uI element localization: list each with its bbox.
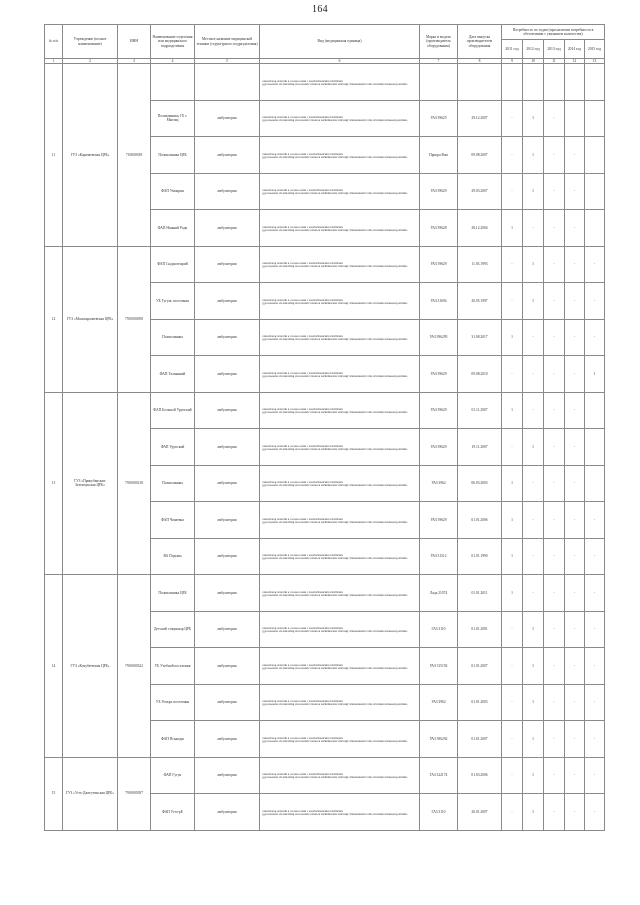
year-need-2: 1 [523, 283, 544, 320]
issue-date: 28.12.2004 [458, 210, 502, 247]
year-need-4: - [565, 392, 585, 429]
equipment-purpose: Обеспечение организаций населенных пунктов медицинских изделий, применяемых при оказании первичной медико-санитарной помощи в соответствии с утвержденными порядками [260, 137, 420, 174]
year-need-1: - [502, 648, 523, 685]
table-row [45, 757, 605, 794]
equipment-purpose: Обеспечение организаций населенных пунктов медицинских изделий, применяемых при оказании первичной медико-санитарной помощи в соответствии с утвержденными порядками [260, 611, 420, 648]
device-type: амбулатория [195, 611, 260, 648]
page-number: 164 [312, 4, 328, 15]
year-need-3: - [544, 684, 565, 721]
unit-name: ФАП Урупский [151, 429, 195, 466]
year-need-4: - [565, 757, 585, 794]
unit-name: ФАП Гугуи [151, 757, 195, 794]
column-number: 13 [585, 59, 605, 64]
year-need-3: - [544, 100, 565, 137]
year-need-2: 1 [523, 246, 544, 283]
vehicle-model: Приора Вам [420, 137, 458, 174]
table-row [45, 392, 605, 429]
group-number: 15 [45, 757, 63, 830]
header-model: Марка и модель (производитель оборудования) [420, 25, 458, 59]
institution-inn: 7910000322 [118, 575, 151, 758]
issue-date: 01.01.2011 [458, 575, 502, 612]
year-need-1: - [502, 283, 523, 320]
vehicle-model: УАЗ 31512 [420, 538, 458, 575]
device-type: амбулатория [195, 429, 260, 466]
unit-name: УБ Уочкрь поселения [151, 684, 195, 721]
year-need-5: - [585, 794, 605, 831]
column-number: 3 [118, 59, 151, 64]
table-row [45, 246, 605, 283]
equipment-purpose: Обеспечение организаций населенных пунктов медицинских изделий, применяемых при оказании первичной медико-санитарной помощи в соответствии с утвержденными порядками [260, 392, 420, 429]
institution-name: ГУЗ «Прикубанская-Зеленчукская ЦРБ» [63, 392, 118, 575]
header-year: 2014 год [565, 40, 585, 59]
column-number: 2 [63, 59, 118, 64]
issue-date: 01.01.2001 [458, 611, 502, 648]
year-need-5: 1 [585, 356, 605, 393]
vehicle-model: УАЗ 39629 [420, 246, 458, 283]
device-type: амбулатория [195, 246, 260, 283]
year-need-1: 1 [502, 319, 523, 356]
unit-name: Поликлиника [151, 319, 195, 356]
year-need-4 [565, 64, 585, 101]
issue-date: 06.03.2003 [458, 465, 502, 502]
equipment-purpose: Обеспечение организаций населенных пунктов медицинских изделий, применяемых при оказании первичной медико-санитарной помощи в соответствии с утвержденными порядками [260, 648, 420, 685]
column-number: 4 [151, 59, 195, 64]
year-need-3: - [544, 538, 565, 575]
equipment-purpose: Обеспечение организаций населенных пунктов медицинских изделий, применяемых при оказании первичной медико-санитарной помощи в соответствии с утвержденными порядками [260, 721, 420, 758]
year-need-3: - [544, 794, 565, 831]
year-need-1: 1 [502, 538, 523, 575]
column-number: 1 [45, 59, 63, 64]
device-type: амбулатория [195, 721, 260, 758]
device-type: амбулатория [195, 757, 260, 794]
issue-date: 20.05.1997 [458, 283, 502, 320]
vehicle-model: УАЗ 315192 [420, 648, 458, 685]
vehicle-model: УАЗ 396295 [420, 319, 458, 356]
equipment-purpose: Обеспечение организаций населенных пунктов медицинских изделий, применяемых при оказании первичной медико-санитарной помощи в соответствии с утвержденными порядками [260, 575, 420, 612]
device-type: амбулатория [195, 465, 260, 502]
device-type: амбулатория [195, 648, 260, 685]
header-inn: ИНН [118, 25, 151, 59]
year-need-4: - [565, 246, 585, 283]
year-need-1: 1 [502, 392, 523, 429]
equipment-purpose: Обеспечение организаций населенных пунктов медицинских изделий, применяемых при оказании первичной медико-санитарной помощи в соответствии с утвержденными порядками [260, 757, 420, 794]
column-number: 6 [260, 59, 420, 64]
unit-name: ФАП Псыкоды [151, 721, 195, 758]
year-need-1: 1 [502, 465, 523, 502]
year-need-4: - [565, 684, 585, 721]
device-type: амбулатория [195, 356, 260, 393]
year-need-3 [544, 64, 565, 101]
year-need-2: - [523, 210, 544, 247]
year-need-3: - [544, 757, 565, 794]
year-need-5: - [585, 757, 605, 794]
year-need-3: - [544, 429, 565, 466]
table-body [45, 64, 605, 831]
device-type: амбулатория [195, 392, 260, 429]
year-need-1: - [502, 137, 523, 174]
group-number: 12 [45, 246, 63, 392]
equipment-table [44, 24, 605, 831]
device-type: амбулатория [195, 538, 260, 575]
year-need-1: - [502, 757, 523, 794]
year-need-5: - [585, 502, 605, 539]
issue-date: 01.01.2006 [458, 502, 502, 539]
year-need-2: 1 [523, 429, 544, 466]
year-need-2: 1 [523, 173, 544, 210]
year-need-2: - [523, 319, 544, 356]
equipment-purpose: Обеспечение организаций населенных пунктов медицинских изделий, применяемых при оказании первичной медико-санитарной помощи в соответствии с утвержденными порядками [260, 319, 420, 356]
group-number: 14 [45, 575, 63, 758]
year-need-2: 1 [523, 611, 544, 648]
vehicle-model: ГАЗ 3110 [420, 611, 458, 648]
year-need-2: 1 [523, 100, 544, 137]
column-number: 12 [565, 59, 585, 64]
year-need-1: - [502, 246, 523, 283]
unit-name: ФАП Сыдыгатырий [151, 246, 195, 283]
year-need-2 [523, 64, 544, 101]
equipment-purpose: Обеспечение организаций населенных пунктов медицинских изделий, применяемых при оказании первичной медико-санитарной помощи в соответствии с утвержденными порядками [260, 538, 420, 575]
group-number: 13 [45, 392, 63, 575]
equipment-purpose: Обеспечение организаций населенных пунктов медицинских изделий, применяемых при оказании первичной медико-санитарной помощи в соответствии с утвержденными порядками [260, 173, 420, 210]
unit-name: ФАП Тальянный [151, 356, 195, 393]
year-need-3: - [544, 392, 565, 429]
issue-date: 09.08.2010 [458, 356, 502, 393]
vehicle-model: УАЗ 31694 [420, 283, 458, 320]
column-number: 8 [458, 59, 502, 64]
year-need-1: 1 [502, 502, 523, 539]
vehicle-model: УАЗ 39629 [420, 173, 458, 210]
year-need-3: - [544, 356, 565, 393]
device-type: амбулатория [195, 319, 260, 356]
year-need-3: - [544, 137, 565, 174]
year-need-5: - [585, 611, 605, 648]
institution-inn: 7910000058 [118, 246, 151, 392]
header-year: 2015 год [585, 40, 605, 59]
issue-date: 01.01.2003 [458, 684, 502, 721]
column-number: 9 [502, 59, 523, 64]
equipment-purpose: Обеспечение организаций населенных пунктов медицинских изделий, применяемых при оказании первичной медико-санитарной помощи в соответствии с утвержденными порядками [260, 429, 420, 466]
header-date: Дата выпуска производителем оборудования [458, 25, 502, 59]
table-row [45, 575, 605, 612]
year-need-1: - [502, 611, 523, 648]
year-need-5: - [585, 319, 605, 356]
equipment-purpose: Обеспечение организаций населенных пунктов медицинских изделий, применяемых при оказании первичной медико-санитарной помощи в соответствии с утвержденными порядками [260, 64, 420, 101]
year-need-5 [585, 429, 605, 466]
year-need-2: 1 [523, 721, 544, 758]
device-type: амбулатория [195, 502, 260, 539]
year-need-4: - [565, 429, 585, 466]
vehicle-model: ГАЗ 322174 [420, 757, 458, 794]
year-need-5: - [585, 246, 605, 283]
unit-name: Детский стационар ЦРБ [151, 611, 195, 648]
issue-date: 01.01.2007 [458, 721, 502, 758]
header-purpose: Вид (медицинская единица) [260, 25, 420, 59]
year-need-4: - [565, 356, 585, 393]
year-need-2: - [523, 392, 544, 429]
unit-name: ФАП Чапаевка [151, 502, 195, 539]
issue-date: 01.01.1990 [458, 538, 502, 575]
issue-date: 29.12.2007 [458, 100, 502, 137]
year-need-3: - [544, 246, 565, 283]
unit-name: ФАП Уста-рЕ [151, 794, 195, 831]
year-need-1: 1 [502, 575, 523, 612]
year-need-5 [585, 392, 605, 429]
issue-date: 09.08.2007 [458, 137, 502, 174]
year-need-4: - [565, 538, 585, 575]
year-need-5: - [585, 575, 605, 612]
header-num: № п/п [45, 25, 63, 59]
issue-date: 29.03.2007 [458, 173, 502, 210]
year-need-1: - [502, 684, 523, 721]
year-need-2: 1 [523, 137, 544, 174]
device-type: амбулатория [195, 210, 260, 247]
vehicle-model: УАЗ 39628 [420, 210, 458, 247]
equipment-purpose: Обеспечение организаций населенных пунктов медицинских изделий, применяемых при оказании первичной медико-санитарной помощи в соответствии с утвержденными порядками [260, 100, 420, 137]
year-need-5: - [585, 648, 605, 685]
year-need-3: - [544, 465, 565, 502]
vehicle-model: УАЗ 3962 [420, 684, 458, 721]
institution-name: ГУЗ «Кочубеевская ЦРБ» [63, 575, 118, 758]
year-need-5: - [585, 721, 605, 758]
device-type: амбулатория [195, 684, 260, 721]
column-number: 10 [523, 59, 544, 64]
institution-inn: 7910000218 [118, 392, 151, 575]
vehicle-model: УАЗ 39629 [420, 502, 458, 539]
unit-name: ВА Подьмы [151, 538, 195, 575]
institution-name: ГУЗ «Карачаевская ЦРБ» [63, 64, 118, 247]
institution-inn: 7910000397 [118, 757, 151, 830]
unit-name [151, 64, 195, 101]
unit-name: Поликлиника, ГБ г. Мытищ [151, 100, 195, 137]
unit-name: Поликлиника ЦРБ [151, 137, 195, 174]
year-need-5 [585, 210, 605, 247]
year-need-4: - [565, 465, 585, 502]
year-need-3: - [544, 648, 565, 685]
year-need-4: - [565, 210, 585, 247]
group-number: 11 [45, 64, 63, 247]
year-need-3: - [544, 210, 565, 247]
issue-date: 01.03.2006 [458, 757, 502, 794]
year-need-2: - [523, 502, 544, 539]
year-need-2: 1 [523, 684, 544, 721]
year-need-3: - [544, 283, 565, 320]
year-need-3: - [544, 611, 565, 648]
year-need-4 [565, 100, 585, 137]
header-institution: Учреждение (полное наименование) [63, 25, 118, 59]
vehicle-model: ГАЗ 3110 [420, 794, 458, 831]
equipment-purpose: Обеспечение организаций населенных пунктов медицинских изделий, применяемых при оказании первичной медико-санитарной помощи в соответствии с утвержденными порядками [260, 684, 420, 721]
year-need-4: - [565, 137, 585, 174]
year-need-5 [585, 465, 605, 502]
year-need-1: 1 [502, 210, 523, 247]
year-need-4: - [565, 721, 585, 758]
year-need-3: - [544, 319, 565, 356]
issue-date: 31.08.2017 [458, 319, 502, 356]
vehicle-model [420, 64, 458, 101]
institution-name: ГУЗ «Малокарачаевская ЦРБ» [63, 246, 118, 392]
device-type: амбулатория [195, 794, 260, 831]
unit-name: Поликлиника ЦРБ [151, 575, 195, 612]
issue-date: 20.01.2007 [458, 794, 502, 831]
year-need-4: - [565, 173, 585, 210]
year-need-5: - [585, 684, 605, 721]
year-need-4: - [565, 611, 585, 648]
issue-date: 19.11.2007 [458, 429, 502, 466]
device-type: амбулатория [195, 283, 260, 320]
header-device-purpose: Местное название медицинской техники (структурного подразделения) [195, 25, 260, 59]
device-type: амбулатория [195, 173, 260, 210]
vehicle-model: УАЗ 39625 [420, 100, 458, 137]
device-type: амбулатория [195, 575, 260, 612]
year-need-1: - [502, 721, 523, 758]
equipment-purpose: Обеспечение организаций населенных пунктов медицинских изделий, применяемых при оказании первичной медико-санитарной помощи в соответствии с утвержденными порядками [260, 502, 420, 539]
equipment-purpose: Обеспечение организаций населенных пунктов медицинских изделий, применяемых при оказании первичной медико-санитарной помощи в соответствии с утвержденными порядками [260, 283, 420, 320]
device-type: амбулатория [195, 137, 260, 174]
column-number: 11 [544, 59, 565, 64]
equipment-purpose: Обеспечение организаций населенных пунктов медицинских изделий, применяемых при оказании первичной медико-санитарной помощи в соответствии с утвержденными порядками [260, 465, 420, 502]
header-years-group: Потребность по годам (при наличии потребности в обеспечении с указанием количества) [502, 25, 605, 40]
year-need-5 [585, 173, 605, 210]
year-need-2: 1 [523, 757, 544, 794]
year-need-3: - [544, 502, 565, 539]
year-need-1: - [502, 100, 523, 137]
year-need-2: 1 [523, 648, 544, 685]
equipment-purpose: Обеспечение организаций населенных пунктов медицинских изделий, применяемых при оказании первичной медико-санитарной помощи в соответствии с утвержденными порядками [260, 210, 420, 247]
year-need-1: - [502, 429, 523, 466]
year-need-5 [585, 100, 605, 137]
vehicle-model: Лада 21074 [420, 575, 458, 612]
unit-name: УБ Учебной поселения [151, 648, 195, 685]
issue-date [458, 64, 502, 101]
column-number: 7 [420, 59, 458, 64]
issue-date: 01.11.2007 [458, 392, 502, 429]
issue-date: 01.01.2007 [458, 648, 502, 685]
year-need-2: - [523, 465, 544, 502]
year-need-4: - [565, 575, 585, 612]
equipment-purpose: Обеспечение организаций населенных пунктов медицинских изделий, применяемых при оказании первичной медико-санитарной помощи в соответствии с утвержденными порядками [260, 356, 420, 393]
year-need-4: - [565, 794, 585, 831]
unit-name: ФАП Уммарин [151, 173, 195, 210]
year-need-4: - [565, 502, 585, 539]
equipment-purpose: Обеспечение организаций населенных пунктов медицинских изделий, применяемых при оказании первичной медико-санитарной помощи в соответствии с утвержденными порядками [260, 794, 420, 831]
unit-name: ФАП Большой Урупский [151, 392, 195, 429]
year-need-2: 1 [523, 794, 544, 831]
year-need-1: - [502, 356, 523, 393]
year-need-2: - [523, 356, 544, 393]
year-need-1 [502, 64, 523, 101]
vehicle-model: УАЗ 396292 [420, 721, 458, 758]
unit-name: УБ Гугунс поселения [151, 283, 195, 320]
issue-date: 11.03.1993 [458, 246, 502, 283]
year-need-1: - [502, 173, 523, 210]
vehicle-model: УАЗ 39629 [420, 356, 458, 393]
year-need-5: - [585, 283, 605, 320]
vehicle-model: УАЗ 39629 [420, 392, 458, 429]
vehicle-model: УАЗ 39629 [420, 429, 458, 466]
unit-name: Поликлиника [151, 465, 195, 502]
institution-inn: 710000018 [118, 64, 151, 247]
year-need-5 [585, 64, 605, 101]
year-need-3: - [544, 575, 565, 612]
year-need-5: - [585, 538, 605, 575]
year-need-2: - [523, 538, 544, 575]
device-type: амбулатория [195, 100, 260, 137]
year-need-4: - [565, 648, 585, 685]
equipment-purpose: Обеспечение организаций населенных пунктов медицинских изделий, применяемых при оказании первичной медико-санитарной помощи в соответствии с утвержденными порядками [260, 246, 420, 283]
header-year: 2011 год [502, 40, 523, 59]
header-unit: Наименование отделения или медицинского подразделения [151, 25, 195, 59]
year-need-3: - [544, 173, 565, 210]
year-need-4: - [565, 283, 585, 320]
year-need-5 [585, 137, 605, 174]
year-need-3: - [544, 721, 565, 758]
year-need-1: - [502, 794, 523, 831]
header-row [45, 25, 605, 40]
year-need-4: - [565, 319, 585, 356]
column-number: 5 [195, 59, 260, 64]
unit-name: ФАП Нижний Роди [151, 210, 195, 247]
year-need-2: - [523, 575, 544, 612]
device-type [195, 64, 260, 101]
vehicle-model: УАЗ 3962 [420, 465, 458, 502]
institution-name: ГУЗ «Усть-Джегутинская ЦРБ» [63, 757, 118, 830]
header-year: 2012 год [523, 40, 544, 59]
header-year: 2013 год [544, 40, 565, 59]
table-row [45, 64, 605, 101]
